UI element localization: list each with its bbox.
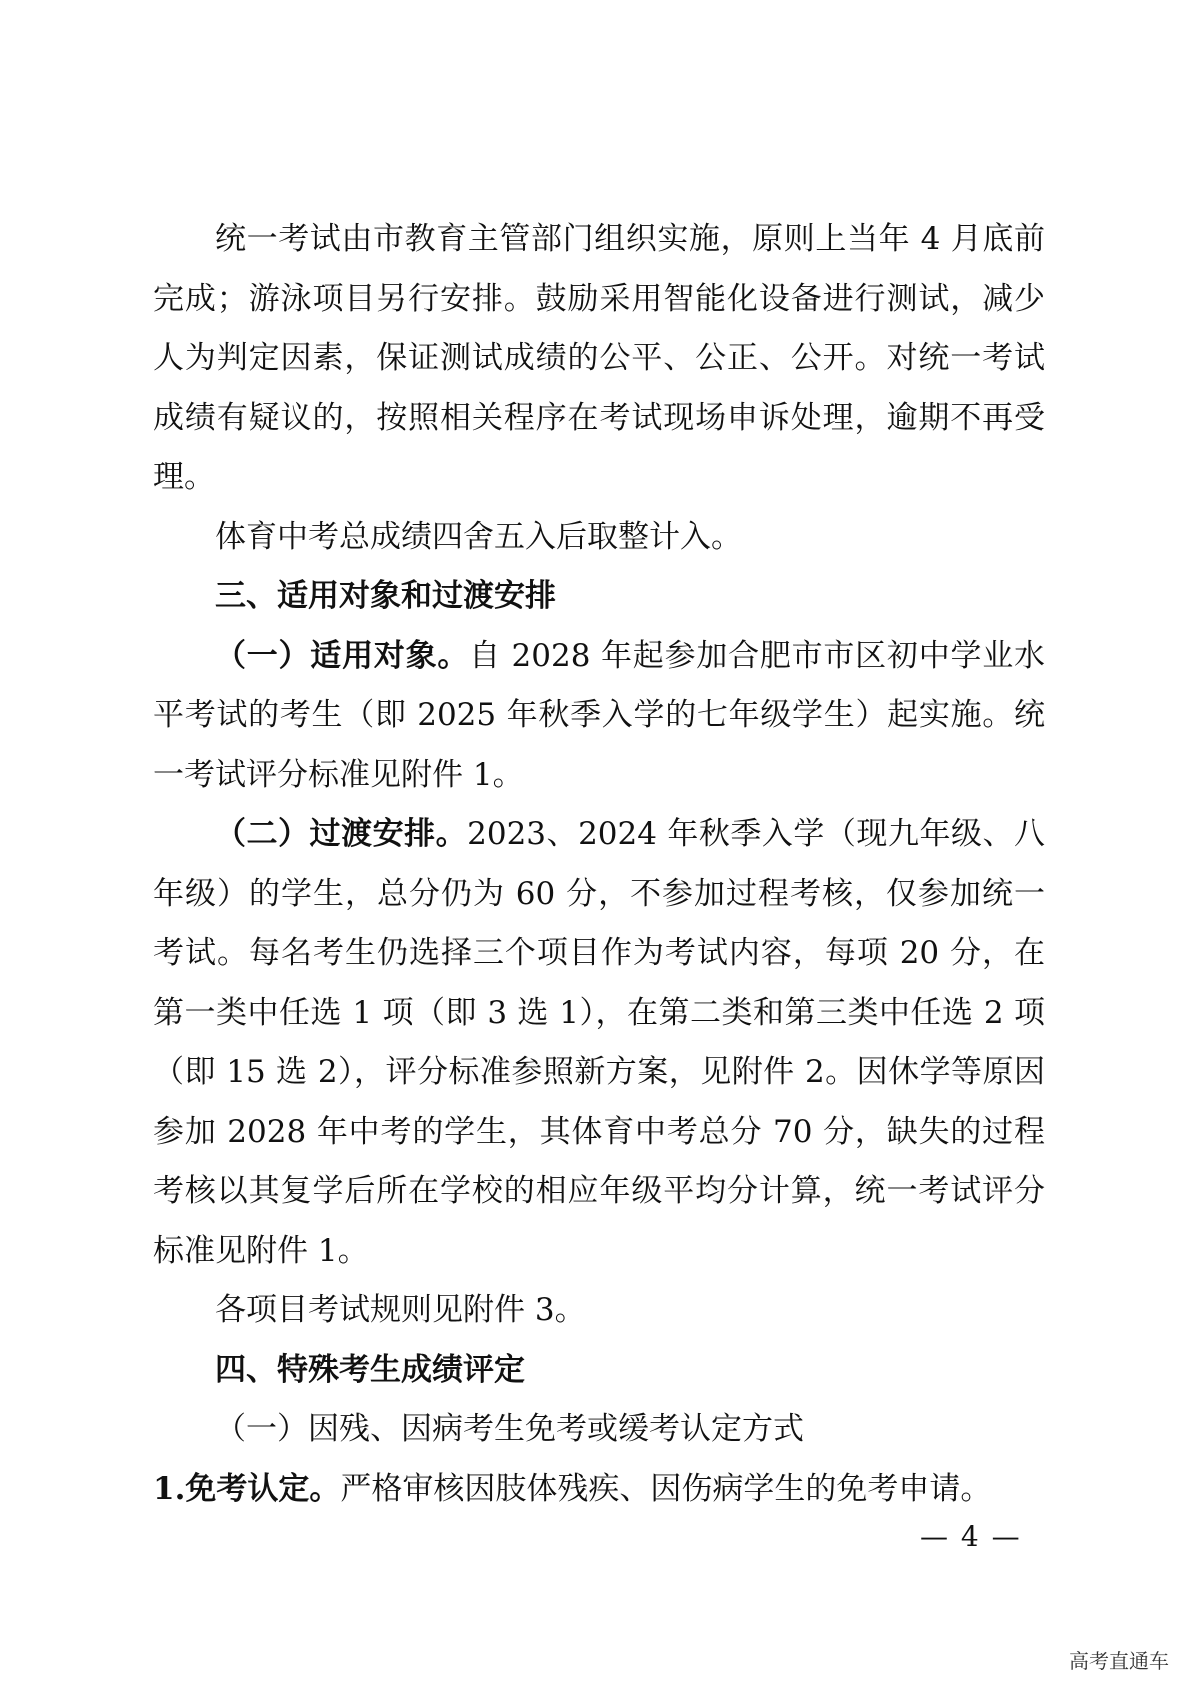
section-3-item-2 bbox=[153, 805, 1045, 1281]
body-text bbox=[153, 210, 1045, 1519]
exemption-text: 严格审核因肢体残疾、因伤病学生的免考申请。 bbox=[340, 1470, 992, 1507]
paragraph-exam-organization: 统一考试由市教育主管部门组织实施，原则上当年 4 月底前完成；游泳项目另行安排。鼓励采用智能化设备进行测试，减少人为判定因素，保证测试成绩的公平、公正、公开。对统一考试成绩有疑议的，按照相关程序在考试现场申诉处理，逾期不再受理。 bbox=[153, 221, 1045, 495]
item-2-lead: （二）过渡安排。 bbox=[215, 816, 468, 852]
section-4-heading: 四、特殊考生成绩评定 bbox=[215, 1351, 525, 1388]
section-3-heading: 三、适用对象和过渡安排 bbox=[215, 578, 556, 614]
item-2-text: 2023、2024 年秋季入学（现九年级、八年级）的学生，总分仍为 60 分，不参加过程考核，仅参加统一考试。每名考生仍选择三个项目作为考试内容，每项 20 分，在第一类中任选 1 项（即 3 选 1），在第二类和第三类中任选 2 项（即 15 选 2），评分标准参照新方案，见附件 2。因休学等原因参加 2028 年中考的学生，其体育中考总分 70 分，缺失的过程考核以其复学后所在学校的相应年级平均分计算，统一考试评分标准见附件 1。 bbox=[153, 816, 1046, 1269]
item-1-lead: （一）适用对象。 bbox=[215, 637, 470, 674]
page-number: — 4 — bbox=[920, 1520, 1022, 1553]
exemption-lead: 1.免考认定。 bbox=[153, 1470, 341, 1507]
item-1-text: 自 2028 年起参加合肥市市区初中学业水平考试的考生（即 2025 年秋季入学的七年级学生）起实施。统一考试评分标准见附件 1。 bbox=[153, 637, 1046, 793]
section-3-item-1 bbox=[153, 627, 1045, 806]
section-4-item-1 bbox=[153, 1460, 1045, 1520]
paragraph-total-score-rounding: 体育中考总成绩四舍五入后取整计入。 bbox=[215, 518, 742, 555]
paragraph-exam-rules: 各项目考试规则见附件 3。 bbox=[215, 1292, 586, 1328]
watermark: 高考直通车 bbox=[1069, 1649, 1169, 1673]
section-4-sub-1: （一）因残、因病考生免考或缓考认定方式 bbox=[215, 1411, 804, 1447]
